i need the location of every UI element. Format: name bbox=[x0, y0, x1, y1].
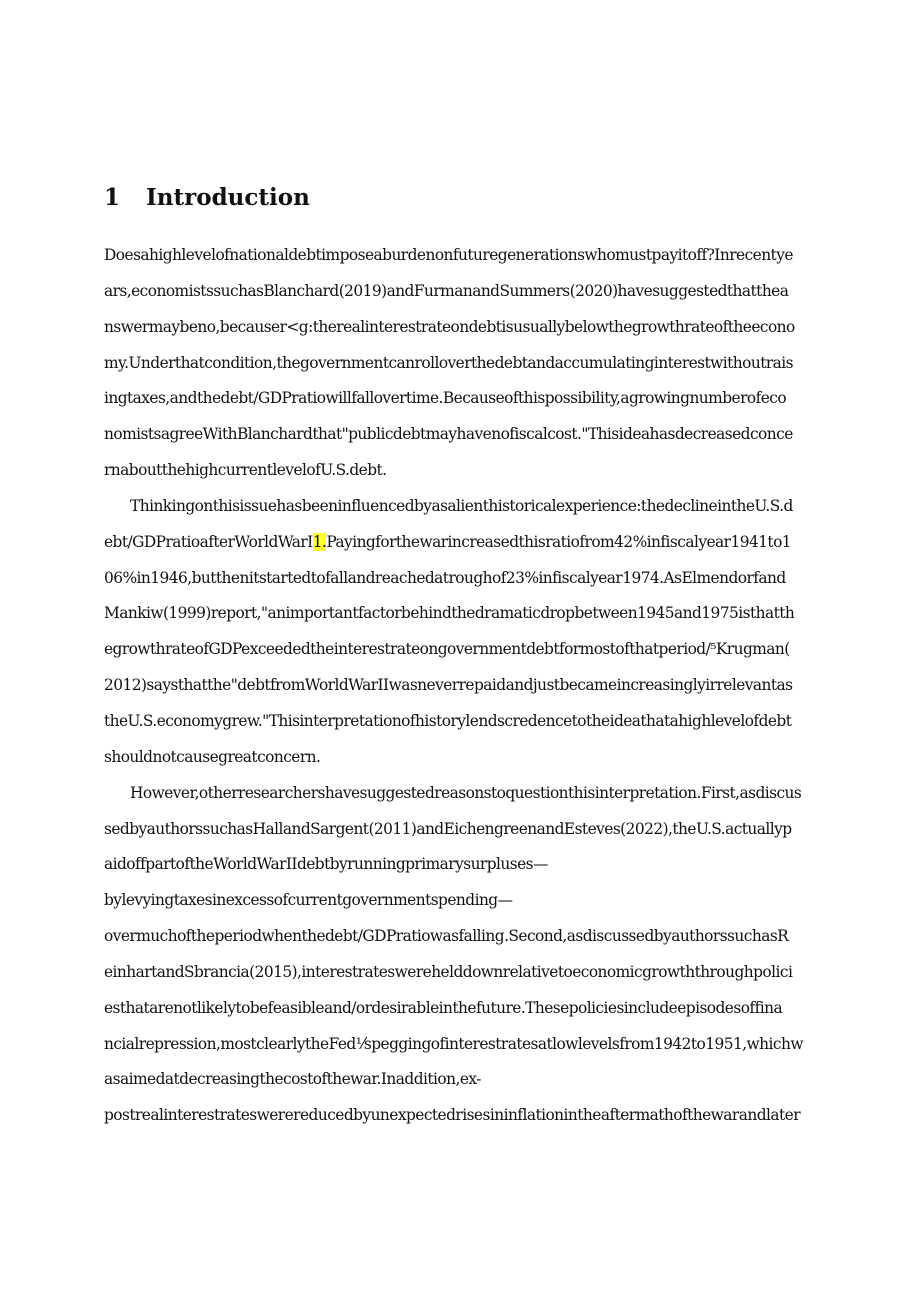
text-line: aidoffpartoftheWorldWarIIdebtbyrunningprimarysurpluses— bbox=[104, 855, 548, 874]
text-segment: Payingforthewarincreasedthisratiofrom42%infiscalyear1941to1 bbox=[326, 532, 792, 551]
text-line: bylevyingtaxesinexcessofcurrentgovernmentspending— bbox=[104, 891, 513, 910]
text-line: esthatarenotlikelytobefeasibleand/ordesirableinthefuture.Thesepoliciesincludeepisodesoffina bbox=[104, 998, 783, 1017]
body-text bbox=[104, 244, 818, 1140]
text-line: 2012)saysthatthe"debtfromWorldWarIIwasneverrepaidandjustbecameincreasinglyirrelevantas bbox=[104, 676, 793, 695]
text-line: overmuchoftheperiodwhenthedebt/GDPratiowasfalling.Second,asdiscussedbyauthorssuchasR bbox=[104, 927, 789, 946]
document-page bbox=[104, 0, 818, 1301]
text-line: ncialrepression,mostclearlytheFed⅟speggingofinterestratesatlowlevelsfrom1942to1951,whichw bbox=[104, 1034, 803, 1053]
highlighted-footnote-marker: 1. bbox=[312, 532, 327, 551]
section-title: Introduction bbox=[146, 184, 310, 211]
text-segment: ebt/GDPratioafterWorldWarI bbox=[104, 532, 313, 551]
text-line: egrowthrateofGDPexceededtheinterestrateongovernmentdebtformostofthatperiod/⁵Krugman( bbox=[104, 640, 790, 659]
text-line: Mankiw(1999)report,"animportantfactorbehindthedramaticdropbetween1945and1975isthatth bbox=[104, 604, 795, 623]
text-line: rnaboutthehighcurrentlevelofU.S.debt. bbox=[104, 461, 387, 480]
text-line: Thinkingonthisissuehasbeeninfluencedbyasalienthistoricalexperience:thedeclineintheU.S.d bbox=[130, 496, 793, 515]
text-line: asaimedatdecreasingthecostofthewar.Inaddition,ex- bbox=[104, 1070, 481, 1089]
text-line: ingtaxes,andthedebt/GDPratiowillfallovertime.Becauseofthispossibility,agrowingnumberofeco bbox=[104, 389, 787, 408]
section-heading bbox=[104, 184, 310, 211]
section-number: 1 bbox=[104, 184, 121, 211]
text-line bbox=[104, 531, 818, 567]
text-line: shouldnotcausegreatconcern. bbox=[104, 747, 321, 766]
text-line: nomistsagreeWithBlanchardthat"publicdebtmayhavenofiscalcost."Thisideahasdecreasedconce bbox=[104, 425, 793, 444]
text-line: theU.S.economygrew."Thisinterpretationofhistorylendscredencetotheideathatahighlevelofdebt bbox=[104, 711, 792, 730]
text-line: sedbyauthorssuchasHallandSargent(2011)andEichengreenandEsteves(2022),theU.S.actuallyp bbox=[104, 819, 792, 838]
text-line: nswermaybeno,becauser<g:therealinterestrateondebtisusuallybelowthegrowthrateoftheecono bbox=[104, 317, 795, 336]
text-line: einhartandSbrancia(2015),interestrateswereheldd​ownrelativetoeconomicgrowththroughpolici bbox=[104, 962, 793, 981]
text-line: However,otherresearchershavesuggestedreasonstoquestionthisinterpretation.First,asdiscus bbox=[130, 783, 802, 802]
text-line: 06%in1946,butthenitstartedtofallandreachedatroughof23%infiscalyear1974.AsElmendorfand bbox=[104, 568, 786, 587]
text-line: postrealinterestrateswerereducedbyunexpectedrisesininflationintheaftermathofthewarandlater bbox=[104, 1106, 801, 1125]
text-line: Doesahighlevelofnationaldebtimposeaburdenonfuturegenerationswhomustpayitoff?Inrecentye bbox=[104, 246, 793, 264]
text-line: my.Underthatcondition,thegovernmentcanrolloverthedebtandaccumulatinginterestwithoutrais bbox=[104, 353, 794, 372]
text-line: ars,economistssuchasBlanchard(2019)andFurmanandSummers(2020)havesuggestedthatthea bbox=[104, 281, 789, 300]
